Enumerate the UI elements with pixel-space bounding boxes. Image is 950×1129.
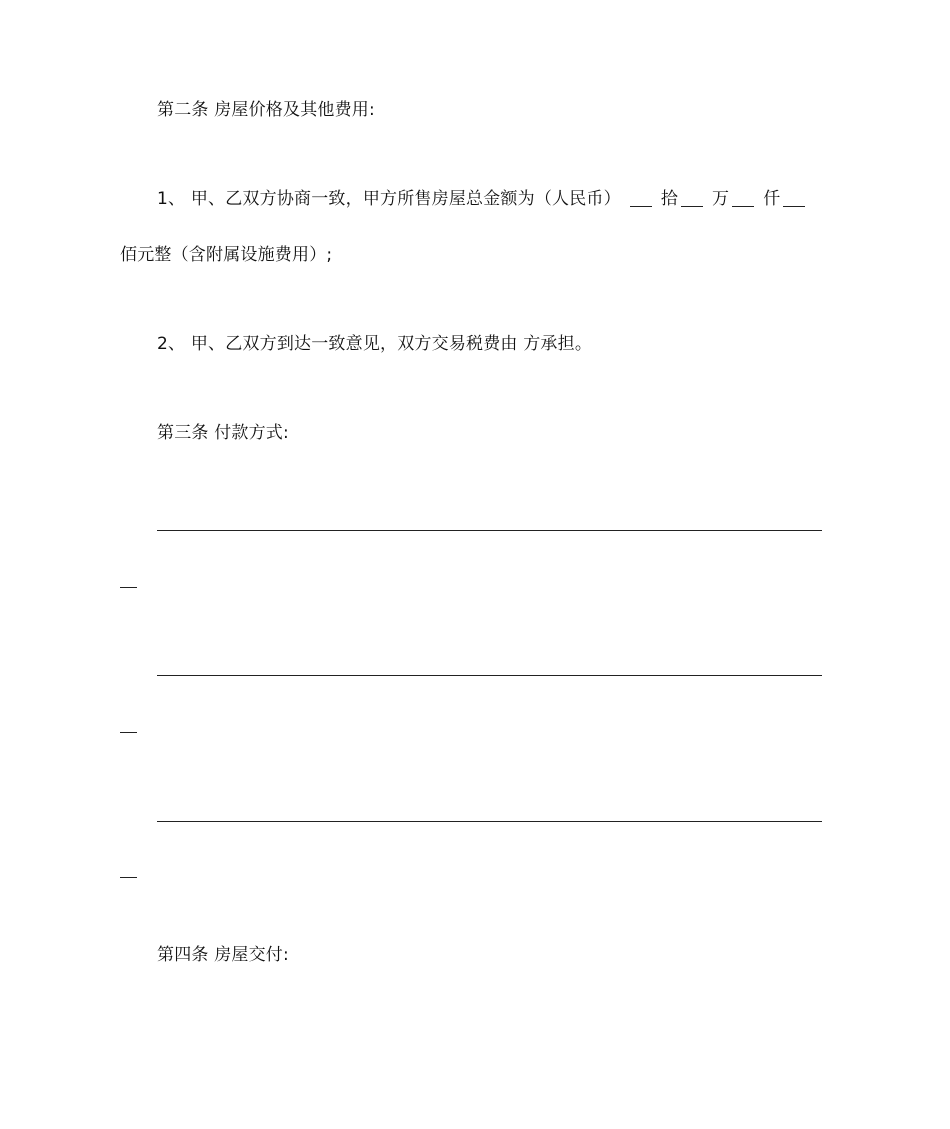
article-2-heading: 第二条 房屋价格及其他费用: — [157, 100, 375, 120]
article-4-heading: 第四条 房屋交付: — [157, 945, 289, 965]
clause-1-text: 1、 甲、乙双方协商一致，甲方所售房屋总金额为（人民币） — [157, 189, 621, 209]
payment-fill-line-3 — [157, 821, 822, 822]
payment-fill-line-1 — [157, 530, 822, 531]
article-2-clause-1-continuation: 佰元整（含附属设施费用）; — [120, 245, 333, 265]
unit-shi: 拾 — [660, 189, 679, 209]
payment-fill-line-2 — [157, 675, 822, 676]
amount-blank-bai — [783, 206, 805, 207]
article-3-heading: 第三条 付款方式: — [157, 423, 289, 443]
amount-blank-qian — [732, 206, 754, 207]
unit-wan: 万 — [712, 189, 730, 209]
article-2-clause-1 — [157, 187, 808, 211]
article-2-clause-2: 2、 甲、乙双方到达一致意见，双方交易税费由 方承担。 — [157, 334, 593, 354]
amount-blank-shi-wan — [630, 206, 652, 207]
payment-fill-line-1-tail — [120, 587, 137, 588]
payment-fill-line-3-tail — [120, 877, 137, 878]
amount-blank-wan — [681, 206, 703, 207]
payment-fill-line-2-tail — [120, 732, 137, 733]
unit-qian: 仟 — [763, 189, 781, 209]
